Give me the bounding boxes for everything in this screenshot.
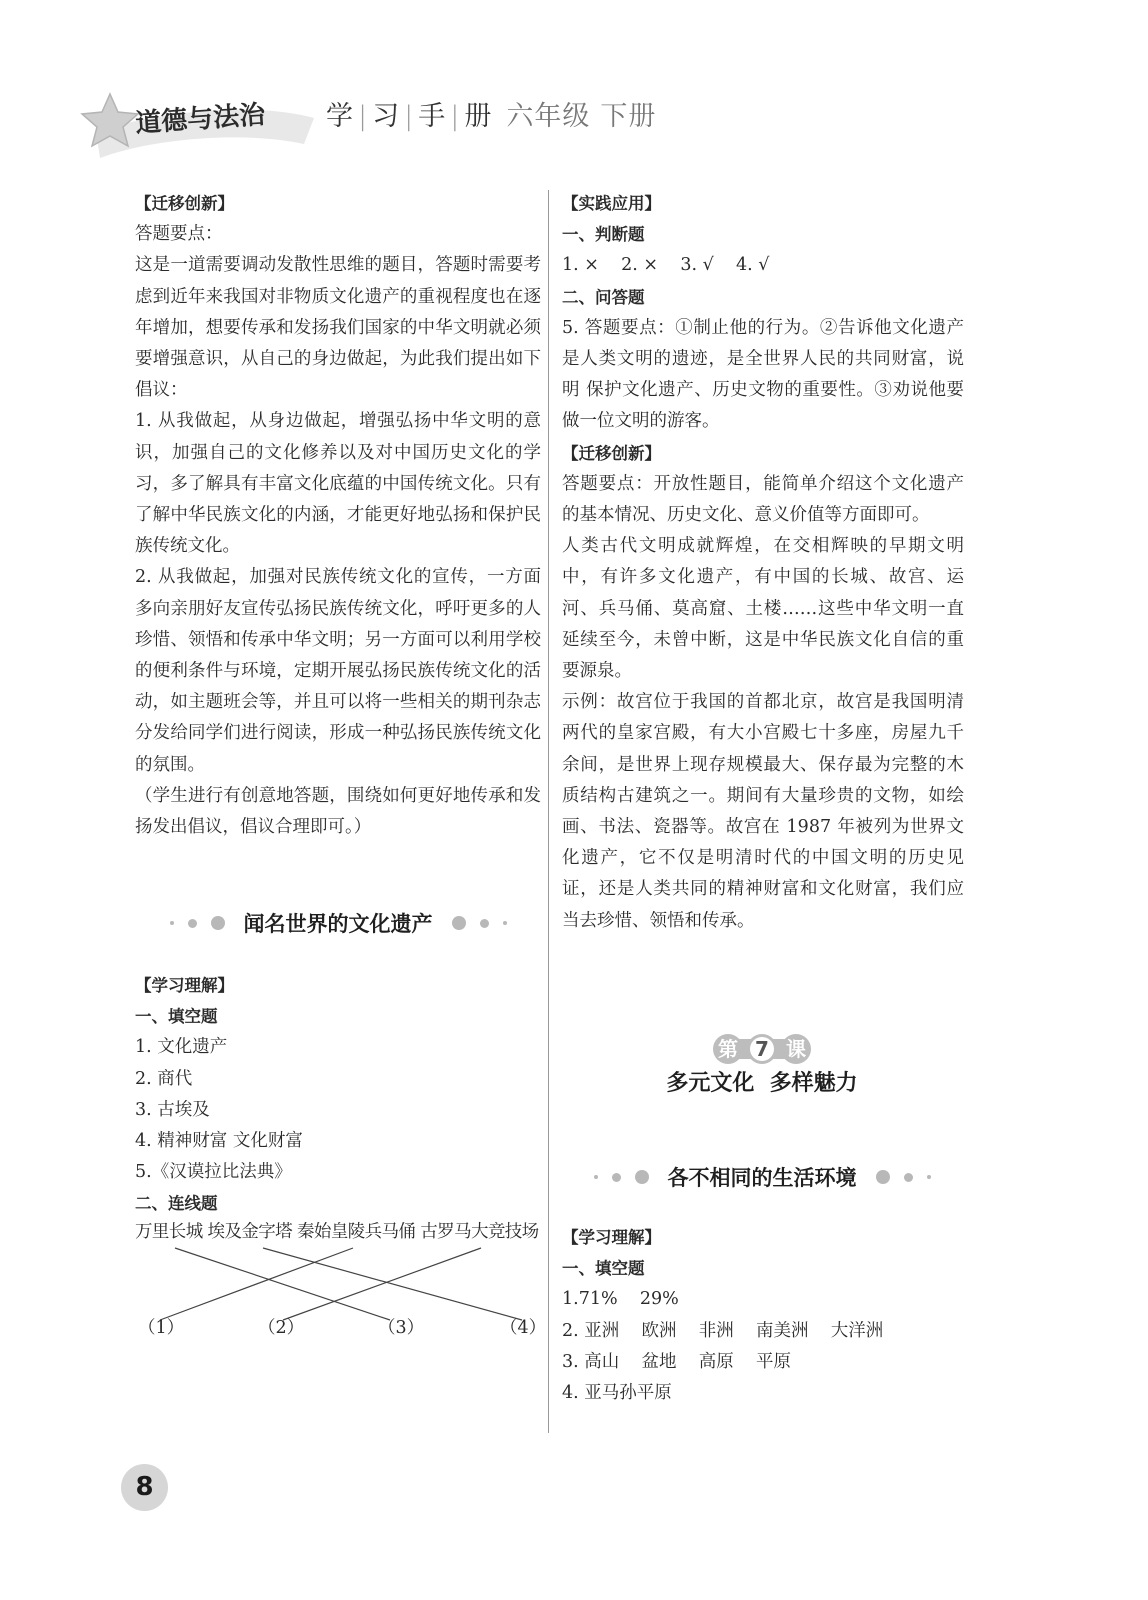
fill-heading: 一、填空题 bbox=[135, 1007, 218, 1027]
grade-label: 六年级 bbox=[506, 101, 591, 132]
fill-item: 1. 文化遗产 bbox=[135, 1037, 228, 1058]
dot-icon bbox=[480, 919, 489, 928]
section-title-text: 各不相同的生活环境 bbox=[667, 1166, 857, 1190]
answer-paragraph: 示例：故宫位于我国的首都北京，故宫是我国明清两代的皇家宫殿，有大小宫殿七十多座，房屋九千余间，是世界上现存规模最大、保存最为完整的木质结构古建筑之一。期间有大量珍贵的文物，如绘画、书法、瓷器等。故宫在 1987 年被列为世界文化遗产，它不仅是明清时代的中国文明的历史见证，还是人类共同的精神财富和文化财富，我们应当去珍惜、领悟和传承。 bbox=[562, 692, 964, 931]
left-column bbox=[135, 188, 541, 843]
dot-icon bbox=[503, 921, 507, 925]
match-number: （1） bbox=[138, 1318, 185, 1338]
answer-paragraph: 人类古代文明成就辉煌，在交相辉映的早期文明中，有许多文化遗产，有中国的长城、故宫、运河、兵马俑、莫高窟、土楼……这些中华文明一直延续至今，未曾中断，这是中华民族文化自信的重要源泉。 bbox=[562, 536, 964, 682]
lesson-badge bbox=[712, 1033, 812, 1065]
match-line bbox=[283, 1248, 481, 1320]
left-study-block bbox=[135, 970, 541, 1220]
answer-paragraph: 1. 从我做起，从身边做起，增强弘扬中华文明的意识，加强自己的文化修养以及对中国历史文化的学习，多了解具有丰富文化底蕴的中国传统文化。只有了解中华民族文化的内涵，才能更好地弘扬和保护民族传统文化。 bbox=[135, 411, 541, 557]
dot-icon bbox=[635, 1170, 649, 1184]
fill-item: 5.《汉谟拉比法典》 bbox=[135, 1162, 292, 1183]
match-heading: 二、连线题 bbox=[135, 1194, 218, 1214]
dot-icon bbox=[927, 1175, 931, 1179]
qa-heading: 二、问答题 bbox=[562, 287, 645, 307]
match-line bbox=[160, 1248, 353, 1320]
book-title-char: 习 bbox=[372, 101, 401, 132]
section-heading-qianyi: 【迁移创新】 bbox=[135, 194, 234, 213]
section-heading-shijian: 【实践应用】 bbox=[562, 194, 661, 213]
dot-icon bbox=[612, 1173, 621, 1182]
section-heading-qianyi: 【迁移创新】 bbox=[562, 443, 661, 463]
match-number: （4） bbox=[500, 1318, 547, 1338]
answer-paragraph: 这是一道需要调动发散性思维的题目，答题时需要考虑到近年来我国对非物质文化遗产的重视程度也在逐年增加，想要传承和发扬我们国家的中华文明就必须要增强意识，从自己的身边做起，为此我们提出如下倡议： bbox=[135, 255, 541, 401]
section-heading-xuexi: 【学习理解】 bbox=[562, 1228, 661, 1247]
page-number: 8 bbox=[135, 1472, 154, 1502]
fill-item: 1.71% 29% bbox=[562, 1289, 679, 1310]
answer-paragraph: 答题要点：开放性题目，能简单介绍这个文化遗产的基本情况、历史文化、意义价值等方面即可。 bbox=[562, 473, 964, 526]
match-items: 万里长城 埃及金字塔 秦始皇陵兵马俑 古罗马大竞技场 bbox=[135, 1222, 539, 1242]
column-divider bbox=[548, 190, 549, 1433]
section-title-text: 闻名世界的文化遗产 bbox=[243, 912, 433, 936]
answer-paragraph: 2. 从我做起，加强对民族传统文化的宣传，一方面多向亲朋好友宣传弘扬民族传统文化，呼吁更多的人珍惜、领悟和传承中华文明；另一方面可以利用学校的便利条件与环境，定期开展弘扬民族传统文化的活动，如主题班会等，并且可以将一些相关的期刊杂志分发给同学们进行阅读，形成一种弘扬民族传统文化的氛围。 bbox=[135, 567, 541, 775]
answer-paragraph: （学生进行有创意地答题，围绕如何更好地传承和发扬发出倡议，倡议合理即可。） bbox=[135, 785, 541, 838]
fill-item: 3. 高山 盆地 高原 平原 bbox=[562, 1351, 792, 1372]
book-title: 学 | 习 | 手 | 册 六年级 下册 bbox=[326, 101, 657, 132]
dot-icon bbox=[594, 1175, 598, 1179]
fill-item: 4. 精神财富 文化财富 bbox=[135, 1131, 303, 1152]
match-line bbox=[175, 1248, 390, 1320]
match-number: （2） bbox=[258, 1318, 305, 1338]
right-column bbox=[562, 188, 964, 937]
qa-answer: 5. 答题要点：①制止他的行为。②告诉他文化遗产是人类文明的遗迹，是全世界人民的共同财富，说明 保护文化遗产、历史文物的重要性。③劝说他要做一位文明的游客。 bbox=[562, 317, 964, 432]
section-title-heritage bbox=[135, 908, 541, 938]
match-number: （3） bbox=[378, 1318, 425, 1338]
book-title-char: 学 bbox=[326, 101, 354, 132]
section-title-environment bbox=[560, 1162, 964, 1192]
match-lines bbox=[135, 1246, 545, 1322]
dot-icon bbox=[876, 1170, 890, 1184]
answer-paragraph: 答题要点： bbox=[135, 224, 223, 245]
subject-title: 道德与法治 bbox=[134, 99, 267, 139]
lesson-number: 7 bbox=[755, 1037, 769, 1061]
fill-item: 3. 古埃及 bbox=[135, 1099, 210, 1120]
dot-icon bbox=[452, 916, 466, 930]
lesson-title: 多元文化 多样魅力 bbox=[666, 1071, 858, 1096]
judge-heading: 一、判断题 bbox=[562, 225, 645, 245]
book-title-char: 册 bbox=[464, 101, 493, 132]
fill-item: 2. 商代 bbox=[135, 1068, 193, 1089]
match-line bbox=[263, 1248, 522, 1320]
fill-item: 2. 亚洲 欧洲 非洲 南美洲 大洋洲 bbox=[562, 1320, 884, 1341]
section-heading-xuexi: 【学习理解】 bbox=[135, 976, 234, 995]
dot-icon bbox=[170, 921, 174, 925]
dot-icon bbox=[211, 916, 225, 930]
dot-icon bbox=[188, 919, 197, 928]
lesson-badge-char: 第 bbox=[718, 1037, 738, 1061]
fill-heading: 一、填空题 bbox=[562, 1259, 645, 1279]
book-title-char: 手 bbox=[418, 101, 447, 132]
judge-answers: 1. × 2. × 3. √ 4. √ bbox=[562, 255, 770, 276]
subject-banner bbox=[78, 88, 318, 158]
volume-label: 下册 bbox=[600, 101, 657, 132]
right-study-block bbox=[562, 1222, 964, 1409]
dot-icon bbox=[904, 1173, 913, 1182]
fill-item: 4. 亚马孙平原 bbox=[562, 1383, 672, 1404]
lesson-badge-char: 课 bbox=[786, 1037, 806, 1061]
